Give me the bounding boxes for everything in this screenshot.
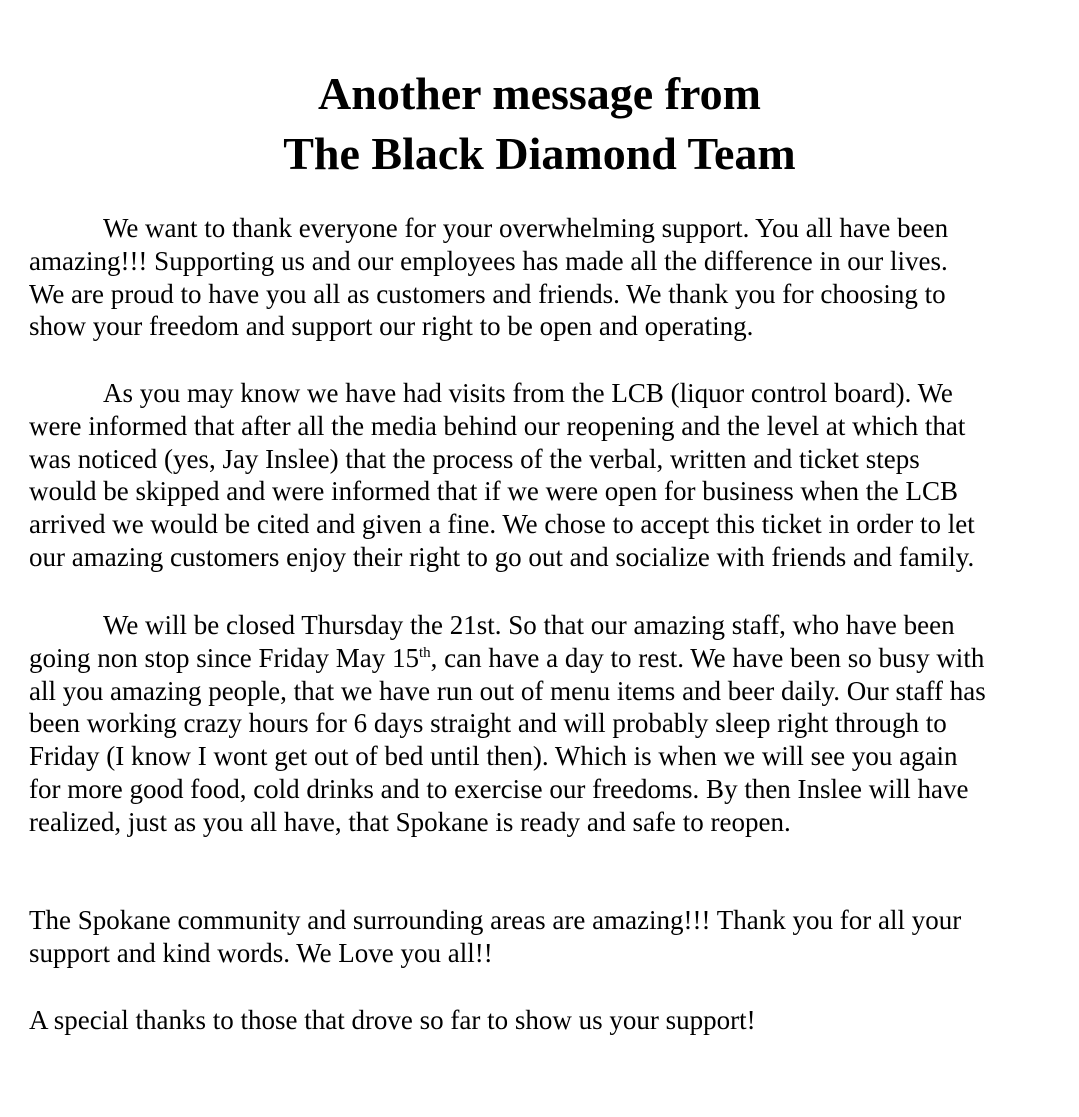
paragraph-special-thanks <box>29 1004 1059 1037</box>
paragraph-line: We will be closed Thursday the 21st. So that our amazing staff, who have been <box>103 610 955 640</box>
paragraph-line: Friday (I know I wont get out of bed until then). Which is when we will see you again <box>29 741 958 772</box>
paragraph-community <box>29 904 1059 970</box>
paragraph-line: We are proud to have you all as customers and friends. We thank you for choosing to <box>29 278 946 309</box>
paragraph-line: was noticed (yes, Jay Inslee) that the process of the verbal, written and ticket steps <box>29 443 920 474</box>
paragraph-line: arrived we would be cited and given a fine. We chose to accept this ticket in order to let <box>29 509 975 540</box>
paragraph-line: all you amazing people, that we have run out of menu items and beer daily. Our staff has <box>29 675 986 706</box>
paragraph-thanks <box>29 212 1059 343</box>
ordinal-suffix: th <box>418 644 431 661</box>
paragraph-line: amazing!!! Supporting us and our employees has made all the difference in our lives. <box>29 245 948 276</box>
paragraph-line: support and kind words. We Love you all!! <box>29 937 493 968</box>
paragraph-line: realized, just as you all have, that Spokane is ready and safe to reopen. <box>29 806 791 837</box>
paragraph-line: been working crazy hours for 6 days straight and will probably sleep right through to <box>29 708 947 739</box>
paragraph-line: were informed that after all the media behind our reopening and the level at which that <box>29 410 966 441</box>
paragraph-line: would be skipped and were informed that if we were open for business when the LCB <box>29 476 959 507</box>
title-line-1: Another message from <box>318 68 761 119</box>
paragraph-line: A special thanks to those that drove so far to show us your support! <box>29 1005 756 1035</box>
paragraph-line: As you may know we have had visits from the LCB (liquor control board). We <box>103 378 953 408</box>
paragraph-lcb <box>29 377 1059 574</box>
line-text: going non stop since Friday May 15 <box>29 642 419 673</box>
title-line-2: The Black Diamond Team <box>283 128 796 179</box>
paragraph-line <box>29 642 1059 675</box>
paragraph-line: The Spokane community and surrounding areas are amazing!!! Thank you for all your <box>29 905 962 935</box>
paragraph-line: for more good food, cold drinks and to exercise our freedoms. By then Inslee will have <box>29 773 969 804</box>
paragraph-line: show your freedom and support our right to be open and operating. <box>29 311 754 342</box>
paragraph-line: our amazing customers enjoy their right to go out and socialize with friends and family. <box>29 541 975 572</box>
paragraph-closed <box>29 609 1059 839</box>
line-text: , can have a day to rest. We have been so busy with <box>430 642 985 673</box>
paragraph-line: We want to thank everyone for your overwhelming support. You all have been <box>103 213 949 243</box>
